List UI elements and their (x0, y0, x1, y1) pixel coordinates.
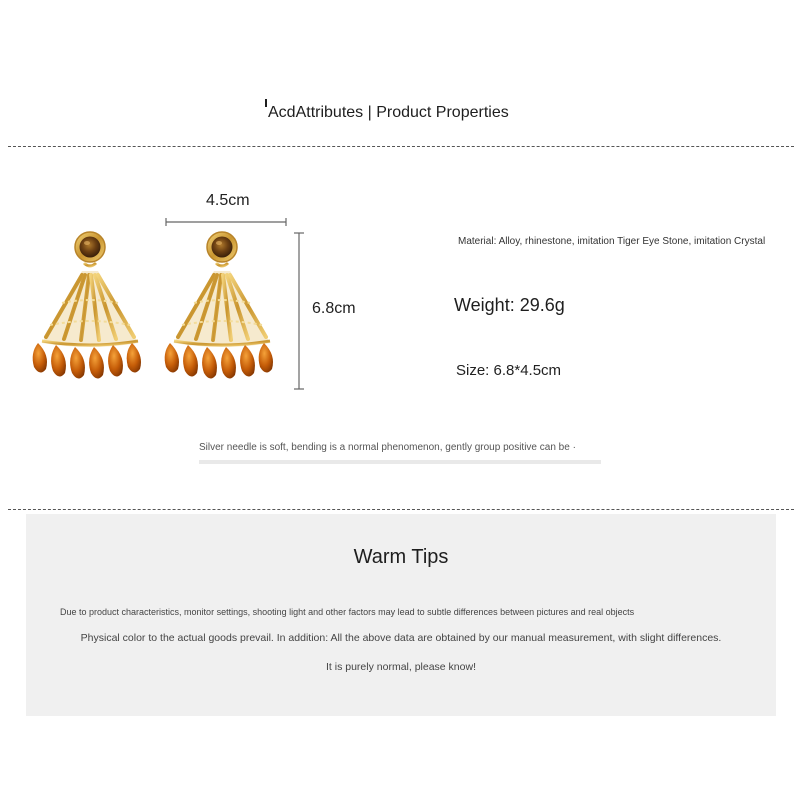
height-dimension-label: 6.8cm (312, 300, 356, 317)
size-property: Size: 6.8*4.5cm (456, 362, 562, 379)
dashed-divider-top (8, 146, 794, 147)
earrings-product-image (30, 225, 300, 400)
width-dimension-label: 4.5cm (206, 192, 250, 209)
weight-property: Weight: 29.6g (454, 295, 565, 315)
warm-tips-line-1: Due to product characteristics, monitor settings, shooting light and other factors may lead to subtle differences between pictures and real objects (60, 607, 635, 617)
material-property: Material: Alloy, rhinestone, imitation Tiger Eye Stone, imitation Crystal (458, 236, 766, 247)
header-accent-mark (265, 99, 267, 107)
care-note: Silver needle is soft, bending is a normal phenomenon, gently group positive can be · (199, 442, 576, 453)
note-underline-bar (199, 460, 601, 464)
warm-tips-line-2: Physical color to the actual goods prevail. In addition: All the above data are obtained by our manual measurement, with slight differences. (80, 632, 722, 644)
height-dimension-line (293, 232, 305, 390)
width-dimension-line (165, 218, 287, 226)
warm-tips-line-3: It is purely normal, please know! (326, 661, 476, 673)
section-title: AcdAttributes | Product Properties (268, 104, 509, 121)
warm-tips-title: Warm Tips (353, 546, 449, 568)
dashed-divider-bottom (8, 509, 794, 510)
warm-tips-panel (26, 514, 776, 716)
